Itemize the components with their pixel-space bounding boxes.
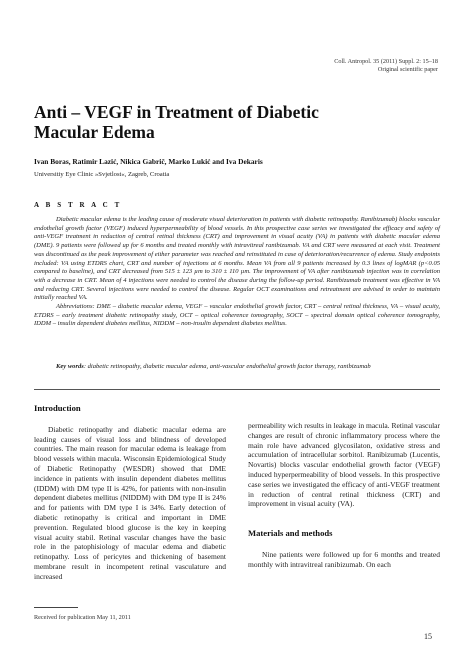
title-line-1: Anti – VEGF in Treatment of Diabetic <box>34 102 319 122</box>
methods-heading: Materials and methods <box>248 528 333 539</box>
methods-text: Nine patients were followed up for 6 months and treated monthly with intravitreal ranibizumab. On each <box>248 549 440 569</box>
abstract-heading: A B S T R A C T <box>34 201 122 209</box>
keywords-label: Key words <box>56 363 84 370</box>
left-column <box>34 404 226 582</box>
affiliation: Universitiy Eye Clinic »Svjetlost«, Zagreb, Croatia <box>34 171 170 178</box>
received-footnote: Received for publication May 11, 2011 <box>34 614 131 621</box>
abbreviations: Abbreviations: DME – diabetic macular edema, VEGF – vascular endothelial growth factor, CRT – central retinal thickness, VA – visual acuity, ETDRS – early treatment diabetic retinopathy study, OCT – optical coherence tomography, SOCT – spectral domain optical coherence tomography, IDDM – insulin dependent diabetes mellitus, NIDDM – non-insulin dependent diabetes mellitus. <box>34 303 440 328</box>
article-type: Original scientific paper <box>377 66 438 73</box>
introduction-heading: Introduction <box>34 403 81 413</box>
abstract-section <box>34 216 440 329</box>
abstract-rule <box>34 389 440 390</box>
right-column <box>248 421 440 570</box>
abstract-body: Diabetic macular edema is the leading cause of moderate visual deterioration in patients with diabetic retinopathy. Ranibizumab) blocks vascular endothelial growth factor (VEGF) induced hyperpermeability of blood vessels. In this prospective case series we investigated the efficacy and safety of anti-VEGF treatment in reduction of central retinal thickness (CRT) and improvement in visual acuity (VA) in patients with diabetic macular edema (DME). 9 patients were followed up for 6 months and treated monthly with intravitreal ranibizumab. VA and CRT were measured at each visit. Treatment was discontinued as the peak improvement of either parameter was reached and reinstituted in case of deterioration/recurrence of edema. Study endpoints included: VA using ETDRS chart, CRT and number of injections at 6 months. Mean VA from all 9 patients increased by 0.3 lines of logMAR (p<0.05 compared to baseline), and CRT decreased from 515 ± 123 µm to 310 ± 110 µm. The improvement of VA after ranibizumab injection was in correlation with a decrease in CRT. Mean of 4 injections were needed to control the disease during the follow-up period. Ranibizumab treatment was effective in VA and reducing CRT. Several injections were needed to control the disease. Regular OCT examinations and retreatment are advised in order to maintain initially reached VA. <box>34 216 440 302</box>
author-list: Ivan Boras, Ratimir Lazić, Nikica Gabrič, Marko Lukić and Iva Dekaris <box>34 157 263 166</box>
journal-citation: Coll. Antropol. 35 (2011) Suppl. 2: 15–18 <box>334 58 438 65</box>
footnote-rule <box>34 607 78 608</box>
page-number: 15 <box>424 632 432 641</box>
introduction-text-right: permeability wich results in leakage in macula. Retinal vascular changes are result of chronic inflammatory process where the main role have advanced glycosilaton, oxidative stress and accumulation of intracellular sorbitol. Ranibizumab (Lucentis, Novartis) blocks vascular endothelial growth factor (VEGF) induced hyperpermeability of blood vessels. In this prospective case series we investigated the efficacy of anti-VEGF treatment in reduction of central retinal thickness (CRT) and improvement in visual acuity (VA). <box>248 421 440 509</box>
keywords-text: : diabetic retinopathy, diabetic macular edema, anti-vascular endothelial growth factor therapy, ranibizumab <box>83 363 371 370</box>
keywords <box>34 363 440 372</box>
title-line-2: Macular Edema <box>34 122 155 142</box>
article-title <box>34 102 414 142</box>
introduction-text-left: Diabetic retinopathy and diabetic macular edema are leading causes of visual loss and blindness of developed countries. The main reason for macular edema is leakage from blood vessels within macula. Wisconsin Epidemiological Study of Diabetic Retinopathy (WESDR) showed that DME incidence in patients with insulin dependent diabetes mellitus (IDDM) with DM type II is 42%, for patients with non-insulin dependent diabetes mellitus (NIDDM) with DM type II is 24% and for patients with DM type I is 34%. Early detection of diabetic retinopathy is critical and important in DME prevention. Regulated blood glucose is the key in keeping visual acuity stabil. Retinal vascular changes have the basic role in the patophisiology of macular edema and diabetic retinopathy. Loss of pericytes and thickening of basement membrane result in incompetent retinal vasculature and increased <box>34 424 226 581</box>
journal-header <box>334 58 438 74</box>
